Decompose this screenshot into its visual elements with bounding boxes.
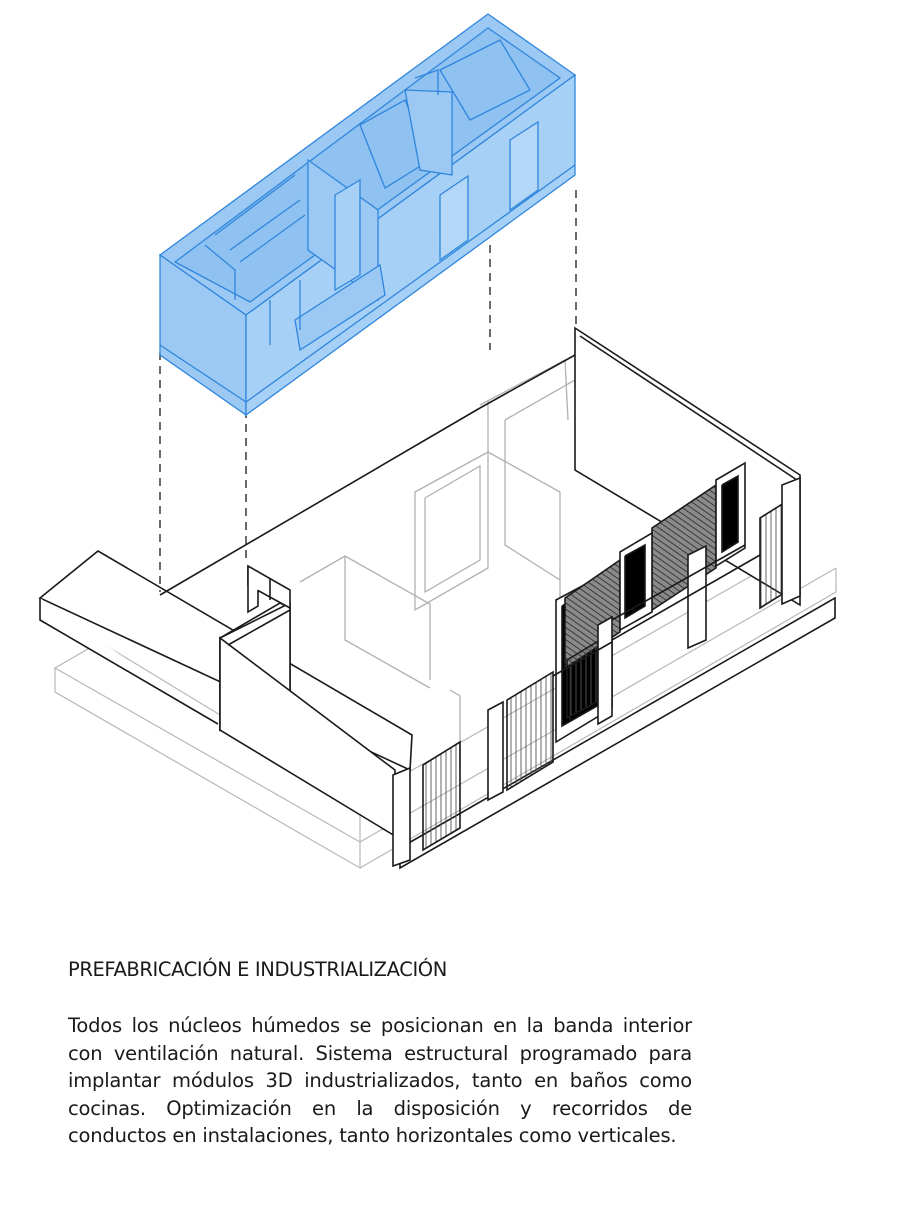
prefabricated-3d-module — [160, 14, 575, 415]
section-heading: PREFABRICACIÓN E INDUSTRIALIZACIÓN — [68, 958, 447, 981]
description-paragraph: Todos los núcleos húmedos se posicionan en la banda interior con ventilación natural. Sistema estructural programado para implantar módulos 3D industrializados, tanto en baños como cocinas. Optimización en la disposición y recorridos de conductos en instalaciones, tanto horizontales como verticales. — [68, 1014, 692, 1147]
front-facade — [393, 463, 835, 868]
